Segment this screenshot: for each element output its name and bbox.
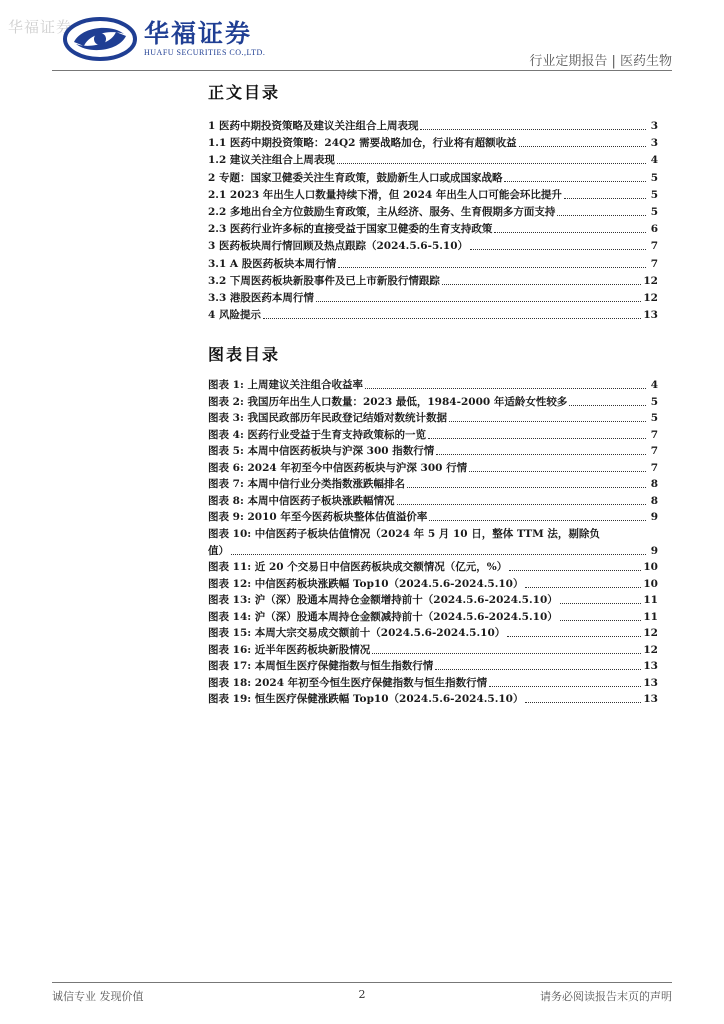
toc-entry[interactable] bbox=[208, 221, 658, 237]
toc-entry-page: 4 bbox=[650, 154, 658, 167]
figure-entry-label: 图表 12: 中信医药板块涨跌幅 Top10（2024.5.6-2024.5.10） bbox=[208, 577, 524, 590]
figure-entry-label: 图表 14: 沪（深）股通本周持仓金额减持前十（2024.5.6-2024.5.10） bbox=[208, 610, 558, 623]
figure-entry-page: 5 bbox=[650, 395, 658, 408]
figure-entry[interactable] bbox=[208, 642, 658, 658]
figure-entry-label: 值） bbox=[208, 544, 229, 557]
figure-entry-label: 图表 9: 2010 年至今医药板块整体估值溢价率 bbox=[208, 511, 428, 524]
figure-entry-page: 13 bbox=[643, 693, 658, 706]
figure-entry-label: 图表 1: 上周建议关注组合收益率 bbox=[208, 379, 363, 391]
figure-entry-page: 8 bbox=[650, 478, 658, 491]
toc-entry[interactable] bbox=[208, 238, 658, 254]
dot-leader bbox=[470, 248, 646, 250]
dot-leader bbox=[449, 420, 646, 422]
toc-entry-label: 2.2 多地出台全方位鼓励生育政策，主从经济、服务、生育假期多方面支持 bbox=[208, 206, 556, 218]
dot-leader bbox=[560, 602, 642, 604]
toc-entry-page: 12 bbox=[643, 274, 658, 287]
figure-entry-page: 7 bbox=[650, 428, 658, 441]
figure-entry[interactable] bbox=[208, 543, 658, 559]
figure-entry-label: 图表 6: 2024 年初至今中信医药板块与沪深 300 行情 bbox=[208, 461, 468, 474]
toc-entry-label: 3.2 下周医药板块新股事件及已上市新股行情跟踪 bbox=[208, 274, 440, 287]
dot-leader bbox=[525, 586, 641, 588]
figure-entry[interactable] bbox=[208, 410, 658, 426]
report-category: 行业定期报告 | 医药生物 bbox=[529, 54, 672, 69]
dot-leader bbox=[397, 503, 647, 505]
figure-entry-page: 11 bbox=[643, 594, 658, 607]
figure-entry-page: 12 bbox=[643, 627, 658, 640]
figure-entry-label: 图表 7: 本周中信行业分类指数涨跌幅排名 bbox=[208, 478, 405, 491]
toc-entry-page: 13 bbox=[643, 309, 658, 322]
toc-entry[interactable] bbox=[208, 152, 658, 168]
header-divider bbox=[52, 70, 672, 71]
toc-entry-label: 2.1 2023 年出生人口数量持续下滑，但 2024 年出生人口可能会环比提升 bbox=[208, 188, 562, 201]
figure-entry-page: 10 bbox=[643, 577, 658, 590]
dot-leader bbox=[263, 317, 641, 319]
logo-swirl-icon bbox=[62, 16, 138, 62]
company-logo bbox=[62, 16, 265, 62]
toc-entry-page: 3 bbox=[650, 137, 658, 150]
figure-entry[interactable] bbox=[208, 691, 658, 707]
figure-entry[interactable] bbox=[208, 658, 658, 674]
figure-entry-page: 8 bbox=[650, 494, 658, 507]
toc-entry[interactable] bbox=[208, 307, 658, 323]
dot-leader bbox=[372, 652, 641, 654]
figure-entry-page: 13 bbox=[643, 660, 658, 673]
figure-entry-label: 图表 15: 本周大宗交易成交额前十（2024.5.6-2024.5.10） bbox=[208, 627, 506, 640]
toc-entry-label: 3.1 A 股医药板块本周行情 bbox=[208, 257, 337, 270]
figure-entry-page: 7 bbox=[650, 445, 658, 458]
figure-entry-page: 12 bbox=[643, 643, 658, 656]
figure-entry[interactable] bbox=[208, 427, 658, 443]
dot-leader bbox=[564, 197, 646, 199]
toc-entry[interactable] bbox=[208, 290, 658, 306]
dot-leader bbox=[494, 231, 646, 233]
toc-entry[interactable] bbox=[208, 135, 658, 151]
figure-entry-page: 7 bbox=[650, 461, 658, 474]
figure-entry-label: 图表 4: 医药行业受益于生育支持政策标的一览 bbox=[208, 428, 426, 441]
dot-leader bbox=[519, 145, 646, 147]
figure-entry-label: 图表 8: 本周中信医药子板块涨跌幅情况 bbox=[208, 494, 395, 507]
figure-entry-label: 图表 11: 近 20 个交易日中信医药板块成交额情况（亿元，%） bbox=[208, 561, 508, 574]
toc-entry-page: 3 bbox=[650, 120, 658, 132]
toc-entry-page: 5 bbox=[650, 206, 658, 218]
toc-entry-label: 4 风险提示 bbox=[208, 309, 261, 322]
figure-entry-label: 图表 18: 2024 年初至今恒生医疗保健指数与恒生指数行情 bbox=[208, 676, 488, 689]
toc-entry[interactable] bbox=[208, 187, 658, 203]
figure-entry-label: 图表 5: 本周中信医药板块与沪深 300 指数行情 bbox=[208, 445, 435, 458]
toc-entry-label: 1 医药中期投资策略及建议关注组合上周表现 bbox=[208, 120, 419, 132]
figure-entry-label: 图表 10: 中信医药子板块估值情况（2024 年 5 月 10 日，整体 TTM 法，剔除负 bbox=[208, 527, 600, 540]
figure-entry-page: 11 bbox=[643, 610, 658, 623]
dot-leader bbox=[569, 404, 646, 406]
figure-entry-label: 图表 2: 我国历年出生人口数量：2023 最低，1984-2000 年适龄女性较多 bbox=[208, 395, 568, 408]
figure-entry[interactable] bbox=[208, 576, 658, 592]
dot-leader bbox=[507, 635, 641, 637]
dot-leader bbox=[525, 701, 641, 703]
figure-entry-label: 图表 13: 沪（深）股通本周持仓金额增持前十（2024.5.6-2024.5.10） bbox=[208, 594, 558, 607]
figure-entry[interactable] bbox=[208, 625, 658, 641]
logo-name-en: HUAFU SECURITIES CO.,LTD. bbox=[144, 48, 266, 57]
toc-entry-page: 6 bbox=[650, 223, 658, 236]
dot-leader bbox=[316, 300, 641, 302]
dot-leader bbox=[442, 283, 641, 285]
dot-leader bbox=[429, 519, 646, 521]
toc-entry-page: 7 bbox=[650, 257, 658, 270]
toc-entry-label: 2 专题：国家卫健委关注生育政策，鼓励新生人口或成国家战略 bbox=[208, 171, 503, 184]
dot-leader bbox=[509, 569, 641, 571]
dot-leader bbox=[407, 486, 646, 488]
toc-entry-page: 12 bbox=[643, 292, 658, 304]
figure-entry[interactable] bbox=[208, 377, 658, 393]
figure-entry-page: 5 bbox=[650, 412, 658, 425]
dot-leader bbox=[337, 162, 646, 164]
figure-entry-page: 9 bbox=[650, 544, 658, 557]
footer-divider bbox=[52, 982, 672, 983]
dot-leader bbox=[557, 214, 646, 216]
dot-leader bbox=[428, 437, 646, 439]
dot-leader bbox=[436, 453, 646, 455]
figure-entry-page: 4 bbox=[650, 379, 658, 391]
toc-title: 正文目录 bbox=[208, 83, 281, 102]
toc-entry-label: 1.2 建议关注组合上周表现 bbox=[208, 154, 335, 167]
page-number: 2 bbox=[358, 988, 366, 1001]
dot-leader bbox=[469, 470, 646, 472]
toc-entry-label: 3 医药板块周行情回顾及热点跟踪（2024.5.6-5.10） bbox=[208, 240, 469, 253]
figure-entry-page: 13 bbox=[643, 676, 658, 689]
figure-entry-page: 9 bbox=[650, 511, 658, 524]
figure-entry[interactable] bbox=[208, 493, 658, 509]
figure-entry[interactable] bbox=[208, 526, 658, 542]
toc-entry[interactable] bbox=[208, 273, 658, 289]
toc-entry[interactable] bbox=[208, 256, 658, 272]
figure-entry-label: 图表 3: 我国民政部历年民政登记结婚对数统计数据 bbox=[208, 412, 447, 425]
figure-entry[interactable] bbox=[208, 394, 658, 410]
watermark: 华福证券 bbox=[8, 18, 73, 36]
dot-leader bbox=[338, 266, 646, 268]
figure-entry-page: 10 bbox=[643, 561, 658, 574]
dot-leader bbox=[560, 619, 642, 621]
logo-name-cn: 华福证券 bbox=[144, 19, 253, 48]
dot-leader bbox=[420, 128, 646, 130]
toc-entry[interactable] bbox=[208, 170, 658, 186]
toc-entry-label: 3.3 港股医药本周行情 bbox=[208, 292, 314, 304]
figure-entry[interactable] bbox=[208, 476, 658, 492]
toc-entry-label: 2.3 医药行业许多标的直接受益于国家卫健委的生育支持政策 bbox=[208, 223, 493, 236]
toc-entry[interactable] bbox=[208, 204, 658, 220]
toc-entry[interactable] bbox=[208, 118, 658, 134]
figure-entry[interactable] bbox=[208, 675, 658, 691]
dot-leader bbox=[435, 668, 641, 670]
figure-entry-label: 图表 16: 近半年医药板块新股情况 bbox=[208, 643, 371, 656]
footer-disclaimer: 请务必阅读报告末页的声明 bbox=[540, 990, 672, 1003]
toc-entry-label: 1.1 医药中期投资策略：24Q2 需要战略加仓，行业将有超额收益 bbox=[208, 137, 517, 150]
toc-entry-page: 5 bbox=[650, 188, 658, 201]
dot-leader bbox=[504, 180, 646, 182]
toc-entry-page: 5 bbox=[650, 171, 658, 184]
dot-leader bbox=[231, 553, 646, 555]
figures-title: 图表目录 bbox=[208, 345, 281, 364]
figure-entry[interactable] bbox=[208, 592, 658, 608]
dot-leader bbox=[365, 387, 646, 389]
figure-entry[interactable] bbox=[208, 509, 658, 525]
figure-entry-label: 图表 17: 本周恒生医疗保健指数与恒生指数行情 bbox=[208, 660, 434, 673]
figure-entry[interactable] bbox=[208, 460, 658, 476]
figure-entry-label: 图表 19: 恒生医疗保健涨跌幅 Top10（2024.5.6-2024.5.10） bbox=[208, 693, 524, 706]
figure-entry[interactable] bbox=[208, 443, 658, 459]
toc-entry-page: 7 bbox=[650, 240, 658, 253]
figure-entry[interactable] bbox=[208, 559, 658, 575]
dot-leader bbox=[489, 685, 641, 687]
footer-slogan: 诚信专业 发现价值 bbox=[52, 990, 144, 1003]
figure-entry[interactable] bbox=[208, 609, 658, 625]
